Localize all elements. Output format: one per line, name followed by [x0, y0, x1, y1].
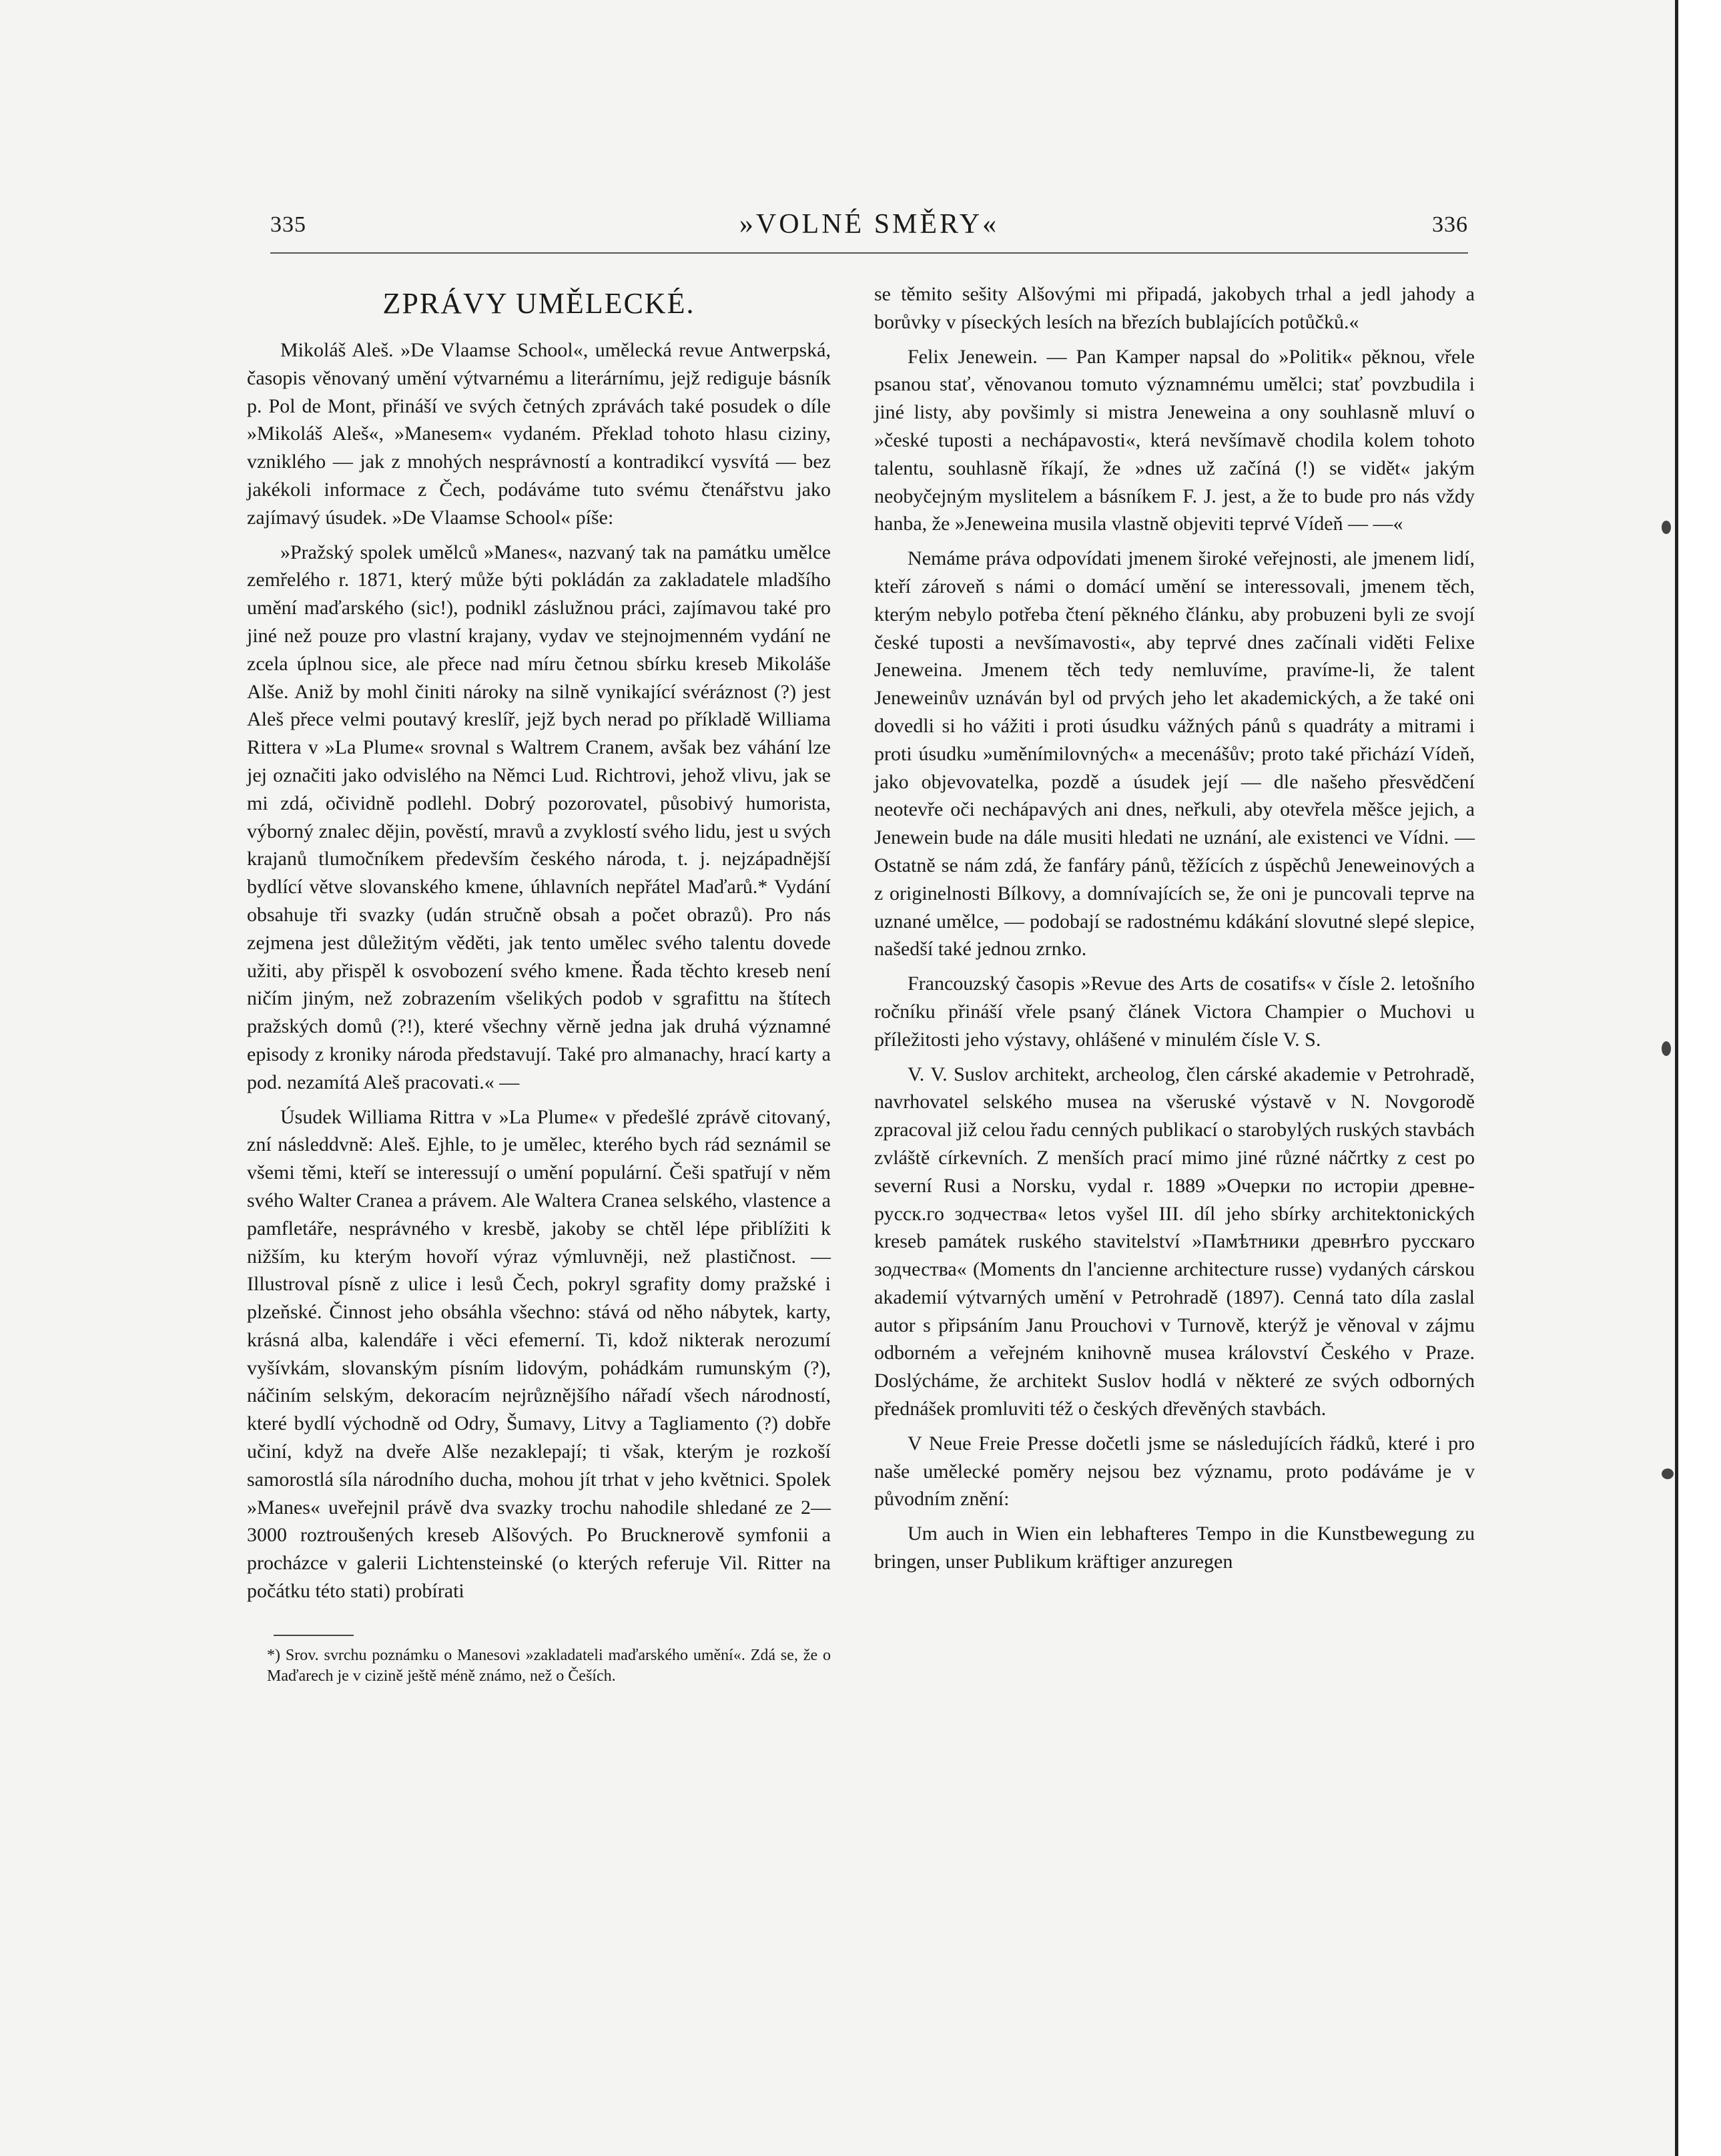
paragraph: V Neue Freie Presse dočetli jsme se následujících řádků, které i pro naše umělecké poměry nejsou bez významu, proto podáváme je v původním znění:	[874, 1432, 1475, 1511]
page-edge	[1675, 0, 1721, 2156]
paragraph: se těmito sešity Alšovými mi připadá, jakobych trhal a jedl jahody a borůvky v píseckých lesích na březích bublajících potůčků.«	[874, 283, 1475, 333]
paragraph: Mikoláš Aleš. »De Vlaamse School«, umělecká revue Antwerpská, časopis věnovaný umění výtvarnému a literárnímu, jejž rediguje básník p. Pol de Mont, přináší ve svých četných zprávách také posudek o díle »Mikoláš Aleš«, »Manesem« vydaném. Překlad tohoto hlasu ciziny, vzniklého — jak z mnohých nesprávností a kontradikcí vysvítá — bez jakékoli informace z Čech, podáváme tuto svému čtenářstvu jako zajímavý úsudek. »De Vlaamse School« píše:	[247, 339, 831, 529]
running-header	[270, 209, 1468, 252]
footnote-rule	[274, 1635, 354, 1636]
header-rule	[270, 252, 1468, 254]
paragraph: Nemáme práva odpovídati jmenem široké veřejnosti, ale jmenem lidí, kteří zároveň s námi o domácí umění se interessovali, jmenem těch, kterým nebylo potřeba čtení pěkného článku, aby probuzeni byli ze svojí české tuposti a nevšímavosti«, aby teprvé dnes začínali viděti Felixe Jeneweina. Jmenem těch tedy nemluvíme, pravíme-li, že talent Jeneweinův uznáván byl od prvých jeho let akademických, a že také oni dovedli si ho vážiti i proti úsudku vážných pánů s quadráty a mitrami i proti úsudku »uměnímilovných« a mecenášův; proto také přichází Vídeň, jako objevovatelka, pozdě a úsudek její — dle našeho přesvědčení neotevře oči nechápavých ani dnes, neřkuli, aby otevřela měšce jejich, a Jenewein bude na dále musiti hledati ne uznání, ale existenci ve Vídni. — Ostatně se nám zdá, že fanfáry pánů, těžících z úspěchů Jeneweinových a z originelnosti Bílkovy, a domnívajících se, že oni je puncovali teprve na uznané umělce, — podobají se radostnému kdákání slovutné slepé slepice, našedší také jednou zrnko.	[874, 547, 1475, 961]
scan-speck	[1662, 1468, 1674, 1479]
left-column	[247, 280, 831, 1687]
page-number-left: 335	[270, 212, 306, 237]
right-column	[874, 280, 1475, 1576]
paragraph: Úsudek Williama Rittra v »La Plume« v předešlé zprávě citovaný, zní následdvně: Aleš. Ejhle, to je umělec, kterého bych rád seznámil se všemi těmi, kteří se interessují o umění populární. Češi spatřují v něm svého Walter Cranea a právem. Ale Waltera Cranea selského, vlastence a pamfletáře, nesprávného v kresbě, jakoby se chtěl lépe přiblížiti k nižším, ku kterým hovoří výraz výmluvněji, než plastičnost. — Illustroval písně z ulice i lesů Čech, pokryl sgrafity domy pražské i plzeňské. Činnost jeho obsáhla všechno: stává od něho nábytek, karty, krásná alba, kalendáře i věci efemerní. Ti, kdož nikterak nerozumí vyšívkám, slovanským písním lidovým, pohádkám rumunským (?), náčiním selským, dekoracím nejrůznějšího nářadí všech národností, které bydlí východně od Odry, Šumavy, Litvy a Tagliamento (?) dobře učiní, když na dveře Alše nezaklepají; ti však, kterým je rozkoší samorostlá síla národního ducha, mohou jít trhat v jeho květnici. Spolek »Manes« uveřejnil právě dva svazky trochu nahodile shledané ze 2—3000 roztroušených kreseb Alšových. Po Brucknerově symfonii a procházce v galerii Lichtensteinské (o kterých referuje Vil. Ritter na počátku této stati) probírati	[247, 1105, 831, 1603]
scan-speck	[1662, 521, 1671, 534]
journal-title: »VOLNÉ SMĚRY«	[739, 209, 1000, 240]
paragraph: Felix Jenewein. — Pan Kamper napsal do »Politik« pěknou, vřele psanou stať, věnovanou tomuto významnému umělci; stať povzbudila i jiné listy, aby povšimly si mistra Jeneweina a ony souhlasně mluví o »české tuposti a nechápavosti«, která nevšímavě chodila kolem tohoto talentu, souhlasně říkají, že »dnes už začíná (!) se vidět« jakým neobyčejným myslitelem a básníkem F. J. jest, a že to bude pro nás vždy hanba, že »Jeneweina musila vlastně objeviti teprvé Vídeň — —«	[874, 345, 1475, 535]
page-number-right: 336	[1432, 212, 1468, 237]
paragraph: V. V. Suslov architekt, archeolog, člen cárské akademie v Petrohradě, navrhovatel selského musea na všeruské výstavě v N. Novgorodě zpracoval již celou řadu cenných publikací o starobylých ruských stavbách zvláště církevních. Z menších prací mimo jiné různé náčrtky z cest po severní Rusi a Norsku, vydal r. 1889 »Очерки по исторіи древне-русск.го зодчества« letos vyšel III. díl jeho sbírky architektonických kreseb památek ruského stavitelství »Памѣтники древнѣго русскаго зодчества« (Moments dn l'ancienne architecture russe) vydaných cárskou akademií výtvarných umění v Petrohradě (1897). Cenná tato díla zaslal autor s připsáním Janu Prouchovi v Turnově, kterýž je věnoval v zájmu odborném a veřejném knihovně musea království Českého v Praze. Doslýcháme, že architekt Suslov hodlá v některé ze svých odborných přednášek promluviti též o českých dřevěných stavbách.	[874, 1063, 1475, 1420]
paragraph: »Pražský spolek umělců »Manes«, nazvaný tak na památku umělce zemřelého r. 1871, který může býti pokládán za zakladatele mladšího umění maďarského (sic!), podnikl záslužnou práci, zajímavou také pro jiné než pouze pro vlastní krajany, vydav ve stejnojmenném vydání ne zcela úplnou sice, ale přece nad míru četnou sbírku kreseb Mikoláše Alše. Aniž by mohl činiti nároky na silně vynikající svéráznost (?) jest Aleš přece velmi poutavý kreslíř, jejž bych nerad po příkladě Williama Rittera v »La Plume« srovnal s Waltrem Cranem, avšak bez váhání lze jej označiti jako odvislého na Němci Lud. Richtrovi, jehož vlivu, jak se mi zdá, očividně podlehl. Dobrý pozorovatel, působivý humorista, výborný znalec dějin, pověstí, mravů a zvyklostí svého lidu, jest u svých krajanů tlumočníkem především českého národa, t. j. nejzápadnější bydlící větve slovanského kmene, úhlavních nepřátel Maďarů.* Vydání obsahuje tři svazky (udán stručně obsah a počet obrazů). Pro nás zejmena jest důležitým věděti, jak tento umělec svého talentu dovede užiti, aby přispěl k osvobození svého kmene. Řada těchto kreseb není ničím jiným, než zobrazením všelikých podob v sgrafittu na štítech pražských domů (?!), které všechny věrně jedna jak druhá významné episody z kroniky národa představují. Také pro almanachy, hrací karty a pod. nezamítá Aleš pracovati.« —	[247, 541, 831, 1093]
paragraph: Um auch in Wien ein lebhafteres Tempo in die Kunstbewegung zu bringen, unser Publikum kräftiger anzuregen	[874, 1523, 1475, 1573]
scan-speck	[1662, 1041, 1671, 1056]
paragraph: Francouzský časopis »Revue des Arts de cosatifs« v čísle 2. letošního ročníku přináší vřele psaný článek Victora Champier o Muchovi u příležitosti jeho výstavy, ohlášené v minulém čísle V. S.	[874, 973, 1475, 1051]
footnote: *) Srov. svrchu poznámku o Manesovi »zakladateli maďarského umění«. Zdá se, že o Maďarech je v cizině ještě méně známo, než o Češích.	[267, 1646, 831, 1685]
section-title: ZPRÁVY UMĚLECKÉ.	[382, 287, 695, 320]
